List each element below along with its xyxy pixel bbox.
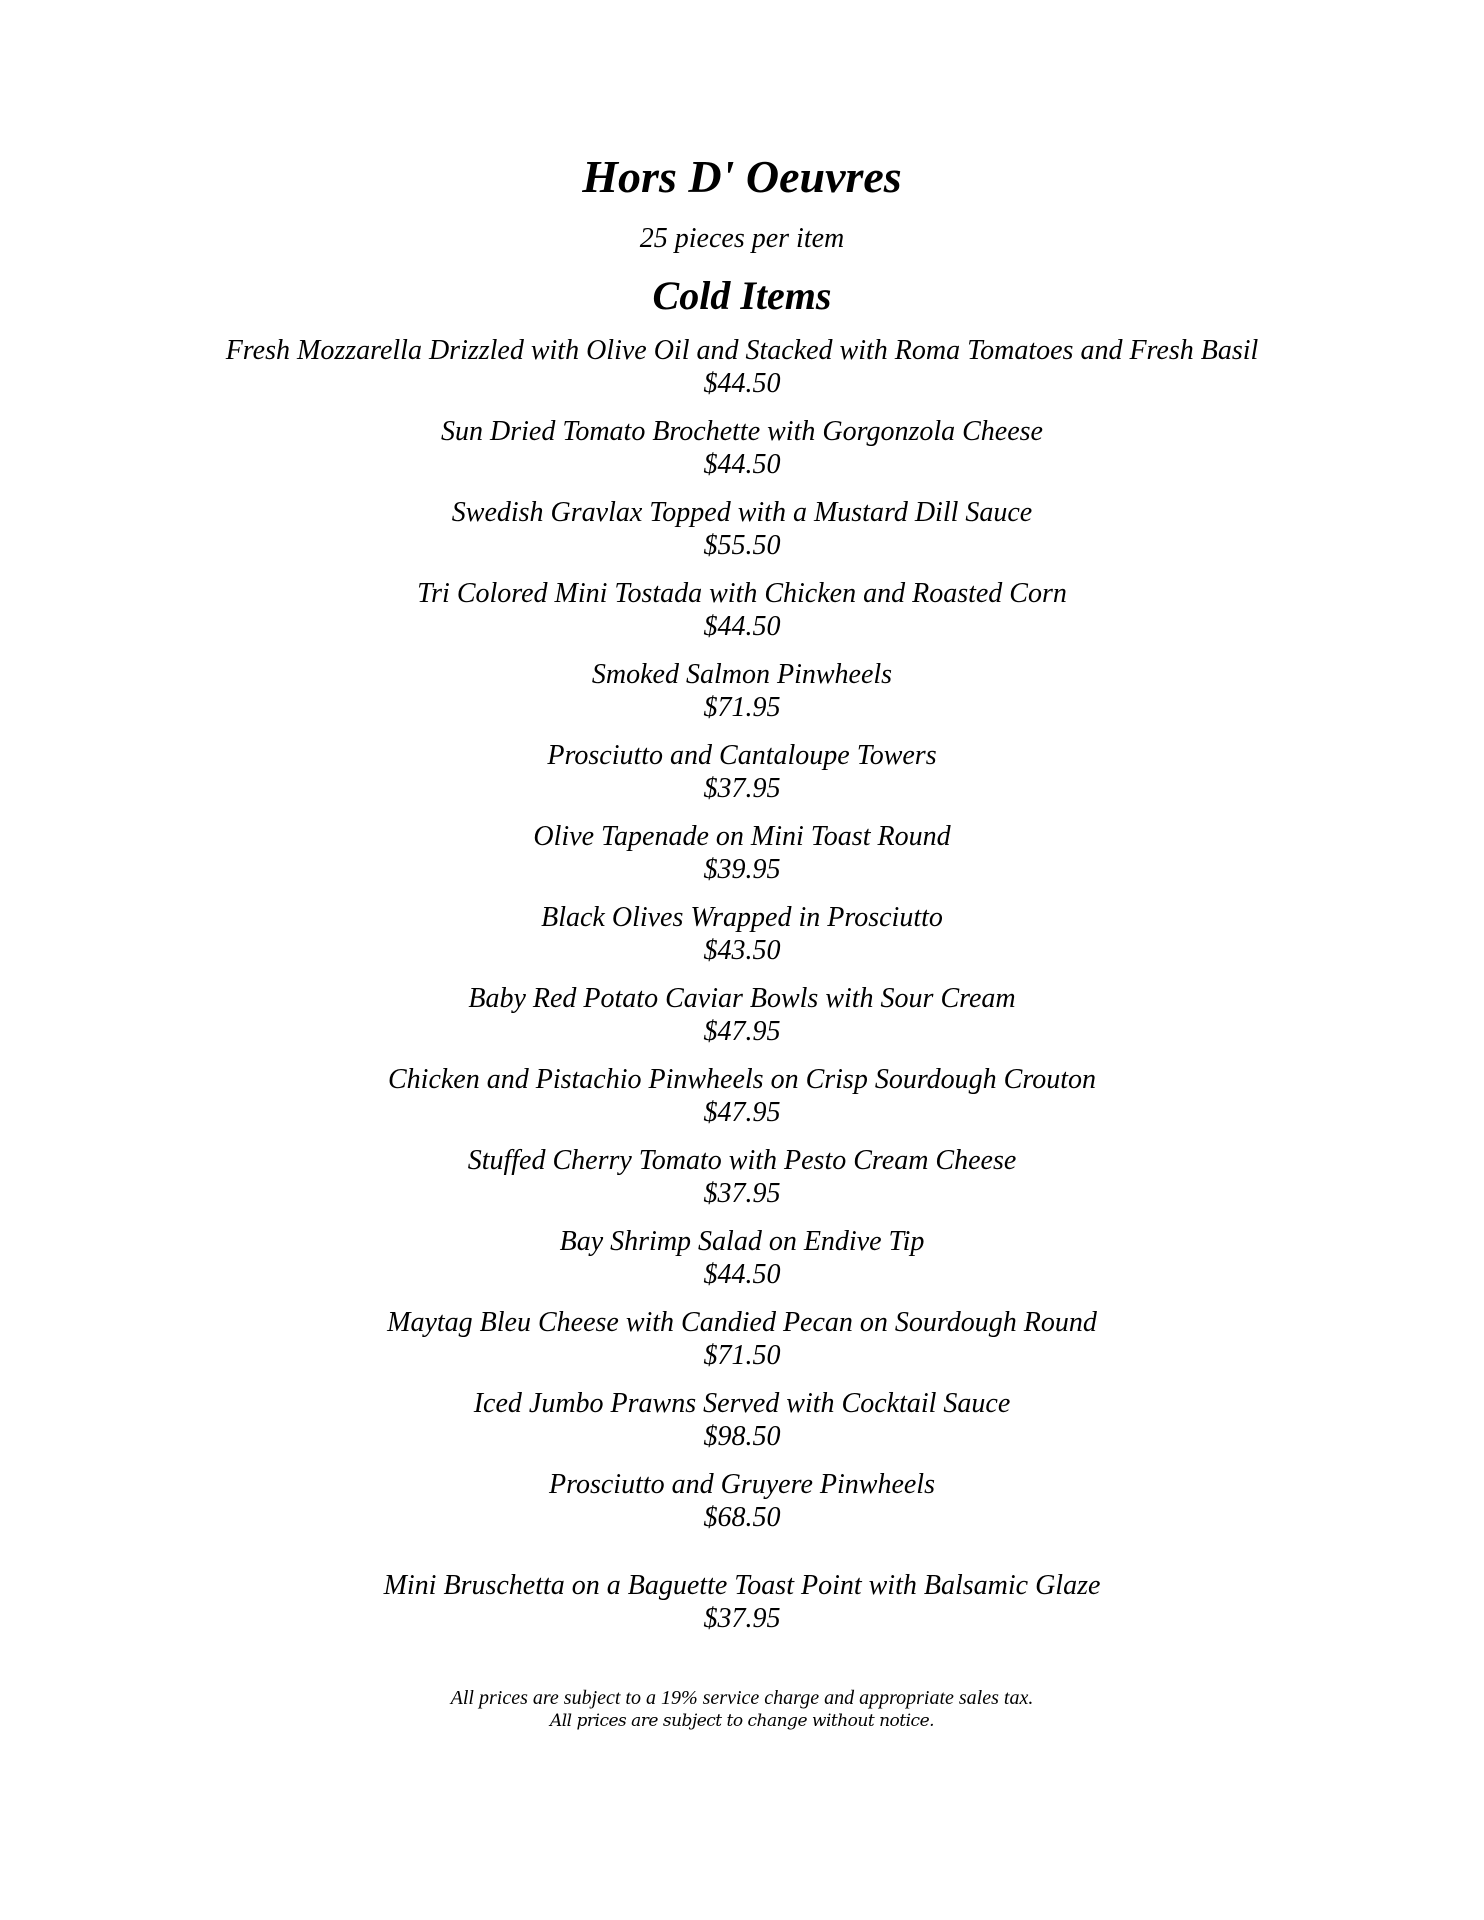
menu-item-price: $55.50 [703, 530, 781, 561]
menu-item-name: Bay Shrimp Salad on Endive Tip [559, 1226, 925, 1257]
menu-item [0, 1468, 1484, 1549]
menu-item-price: $47.95 [703, 1097, 781, 1128]
menu-item-price: $37.95 [703, 1603, 781, 1634]
menu-item-name: Swedish Gravlax Topped with a Mustard Dill Sauce [451, 497, 1033, 528]
menu-item-name: Chicken and Pistachio Pinwheels on Crisp Sourdough Crouton [387, 1064, 1096, 1095]
menu-item [0, 1569, 1484, 1650]
page-title: Hors D' Oeuvres [582, 151, 902, 202]
menu-item-name: Fresh Mozzarella Drizzled with Olive Oil and Stacked with Roma Tomatoes and Fresh Basil [225, 335, 1259, 366]
menu-item [0, 577, 1484, 658]
menu-item-price: $71.50 [703, 1340, 781, 1371]
menu-item [0, 1063, 1484, 1144]
menu-item [0, 415, 1484, 496]
menu-item-price: $43.50 [703, 935, 781, 966]
menu-item-price: $44.50 [703, 368, 781, 399]
menu-item-list [0, 334, 1484, 1650]
menu-item-name: Mini Bruschetta on a Baguette Toast Point with Balsamic Glaze [383, 1570, 1101, 1601]
menu-item [0, 496, 1484, 577]
menu-item-name: Stuffed Cherry Tomato with Pesto Cream Cheese [467, 1145, 1017, 1176]
menu-item-price: $98.50 [703, 1421, 781, 1452]
menu-item-name: Maytag Bleu Cheese with Candied Pecan on Sourdough Round [387, 1307, 1097, 1338]
menu-item-price: $37.95 [703, 1178, 781, 1209]
menu-item [0, 1144, 1484, 1225]
page-subtitle: 25 pieces per item [639, 223, 845, 254]
menu-item-name: Sun Dried Tomato Brochette with Gorgonzola Cheese [441, 416, 1043, 447]
menu-item-price: $47.95 [703, 1016, 781, 1047]
menu-item-name: Iced Jumbo Prawns Served with Cocktail Sauce [473, 1388, 1011, 1419]
menu-item [0, 334, 1484, 415]
menu-item [0, 1306, 1484, 1387]
menu-item-price: $44.50 [703, 1259, 781, 1290]
price-change-note: All prices are subject to change without notice. [549, 1711, 935, 1731]
menu-item-price: $71.95 [703, 692, 781, 723]
menu-item-price: $68.50 [703, 1502, 781, 1533]
price-disclaimer [0, 1686, 1484, 1732]
menu-item-price: $44.50 [703, 611, 781, 642]
menu-item-name: Baby Red Potato Caviar Bowls with Sour Cream [468, 983, 1016, 1014]
menu-item [0, 820, 1484, 901]
menu-item [0, 982, 1484, 1063]
menu-item [0, 901, 1484, 982]
menu-item-name: Tri Colored Mini Tostada with Chicken and Roasted Corn [417, 578, 1067, 609]
menu-item [0, 1225, 1484, 1306]
menu-item-name: Prosciutto and Cantaloupe Towers [547, 740, 937, 771]
menu-item-name: Smoked Salmon Pinwheels [591, 659, 893, 690]
section-heading: Cold Items [652, 273, 832, 318]
menu-item-price: $39.95 [703, 854, 781, 885]
menu-item-name: Black Olives Wrapped in Prosciutto [541, 902, 943, 933]
menu-item-name: Olive Tapenade on Mini Toast Round [533, 821, 951, 852]
menu-item-name: Prosciutto and Gruyere Pinwheels [549, 1469, 935, 1500]
menu-item [0, 658, 1484, 739]
service-charge-note: All prices are subject to a 19% service charge and appropriate sales tax. [450, 1687, 1034, 1709]
menu-item-price: $37.95 [703, 773, 781, 804]
menu-item [0, 739, 1484, 820]
menu-item [0, 1387, 1484, 1468]
menu-item-price: $44.50 [703, 449, 781, 480]
